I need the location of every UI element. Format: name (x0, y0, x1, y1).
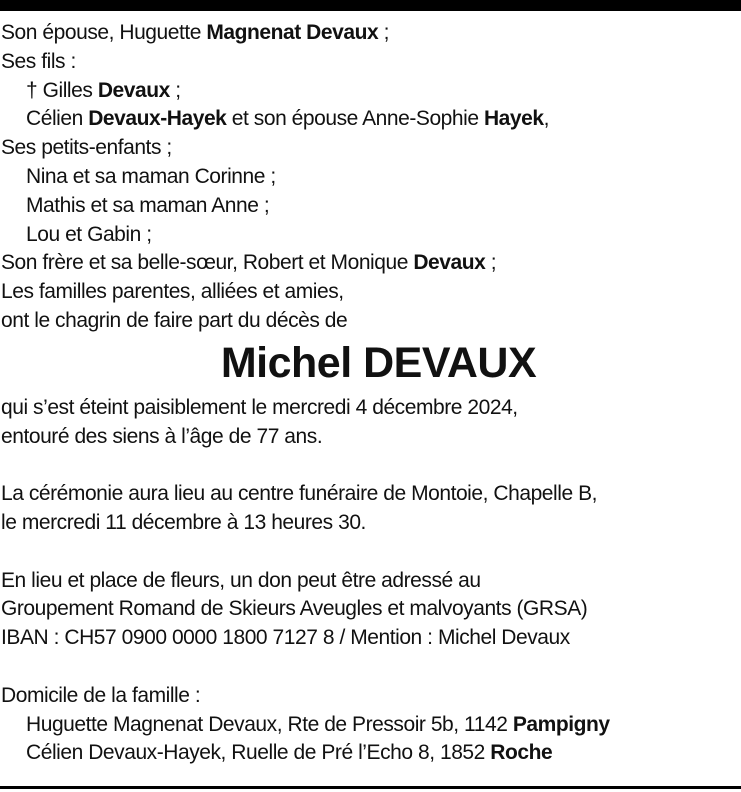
grandchildren-header: Ses petits-enfants ; (1, 136, 172, 160)
grandchild-line: Nina et sa maman Corinne ; (26, 164, 276, 188)
death-line-2: entouré des siens à l’âge de 77 ans. (1, 424, 323, 448)
spacer (1, 653, 736, 682)
announce-line: ont le chagrin de faire part du décès de (1, 308, 348, 332)
obituary-notice (1, 19, 736, 768)
domicile-header: Domicile de la famille : (1, 683, 201, 707)
donation-line-1: En lieu et place de fleurs, un don peut être adressé au (1, 568, 481, 592)
brother-line: Son frère et sa belle-sœur, Robert et Monique Devaux ; (1, 251, 497, 275)
top-border (0, 0, 741, 11)
grandchild-line: Lou et Gabin ; (26, 222, 152, 246)
donation-line-3: IBAN : CH57 0900 0000 1800 7127 8 / Mention : Michel Devaux (1, 626, 570, 650)
ceremony-line-2: le mercredi 11 décembre à 13 heures 30. (1, 510, 366, 534)
son-line-1: † Gilles Devaux ; (26, 78, 181, 102)
sons-header: Ses fils : (1, 49, 76, 73)
ceremony-line-1: La cérémonie aura lieu au centre funéraire de Montoie, Chapelle B, (1, 482, 598, 506)
deceased-name: Michel DEVAUX (220, 338, 537, 387)
death-line-1: qui s’est éteint paisiblement le mercredi 4 décembre 2024, (1, 395, 518, 419)
son-line-2: Célien Devaux-Hayek et son épouse Anne-Sophie Hayek, (26, 107, 549, 131)
bottom-border (0, 786, 741, 789)
spacer (1, 538, 736, 567)
spacer (1, 451, 736, 480)
donation-line-2: Groupement Romand de Skieurs Aveugles et malvoyants (GRSA) (1, 597, 588, 621)
address-line-2: Célien Devaux-Hayek, Ruelle de Pré l’Echo 8, 1852 Roche (26, 741, 553, 765)
address-line-1: Huguette Magnenat Devaux, Rte de Pressoir 5b, 1142 Pampigny (26, 712, 610, 736)
grandchild-line: Mathis et sa maman Anne ; (26, 193, 270, 217)
families-line: Les familles parentes, alliées et amies, (1, 280, 344, 304)
spouse-line: Son épouse, Huguette Magnenat Devaux ; (1, 21, 389, 44)
